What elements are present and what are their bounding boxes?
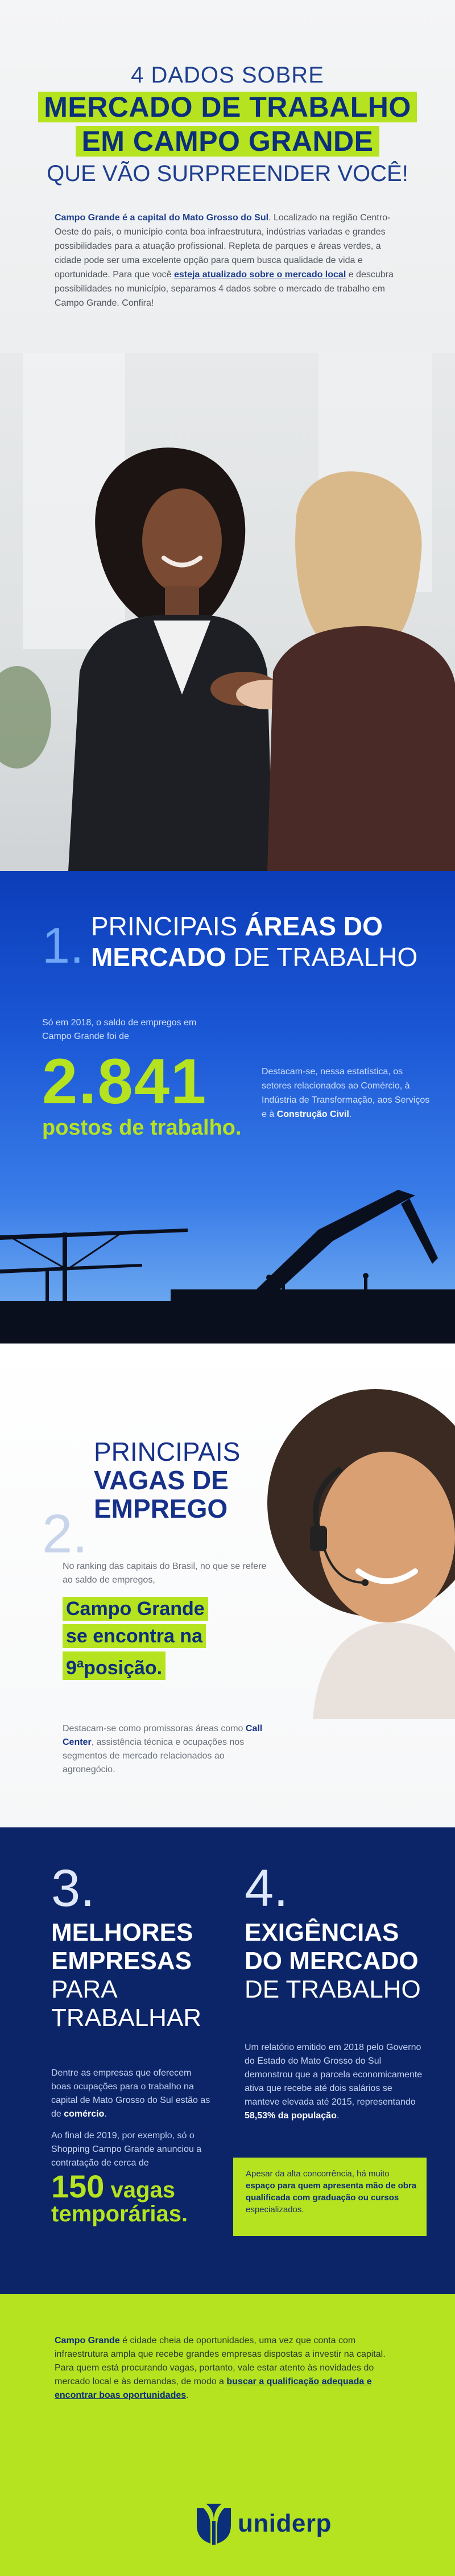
hero-title-line1: 4 DADOS SOBRE xyxy=(131,63,324,88)
section2-text-bold: Call Center xyxy=(63,1724,263,1747)
call-center-woman-photo xyxy=(245,1378,455,1719)
section2-hl-num: 9 xyxy=(66,1657,77,1679)
section3-title-a: MELHORES xyxy=(51,1918,193,1946)
hero-title-line4: QUE VÃO SURPREENDER VOCÊ! xyxy=(47,161,408,186)
hero-intro xyxy=(55,211,402,310)
section2-lead: No ranking das capitais do Brasil, no que se refere ao saldo de empregos, xyxy=(63,1562,267,1585)
footer-section xyxy=(0,2294,455,2576)
section2-hl-3 xyxy=(63,1651,166,1680)
section4-box-bold: espaço para quem apresenta mão de obra qualificada com graduação ou cursos xyxy=(246,2181,417,2203)
section-empresas-exigencias xyxy=(0,1827,455,2294)
section4-highlight-box xyxy=(233,2158,427,2236)
section1-big-number: 2.841 xyxy=(42,1046,208,1117)
intro-text-2: e descubra possibilidades no município, separamos 4 dados sobre o mercado de trabalho em Campo Grande. Confira! xyxy=(55,270,394,308)
section3-p1-end: . xyxy=(104,2109,107,2119)
section4-title-a: EXIGÊNCIAS xyxy=(245,1918,399,1946)
section1-side-a: Destacam-se, nessa estatística, os setores relacionados ao Comércio, à Indústria de Transformação, aos Serviços e à xyxy=(262,1067,430,1119)
section2-title-c: EMPREGO xyxy=(94,1494,228,1523)
footer-brand: uniderp xyxy=(238,2509,332,2537)
section1-side-bold: Construção Civil xyxy=(276,1110,349,1119)
section3-p1-bold: comércio xyxy=(64,2109,105,2119)
section4-box-text1: Apesar da alta concorrência, há muito xyxy=(246,2169,390,2179)
section2-hl-1: Campo Grande xyxy=(63,1597,208,1621)
section3-p1 xyxy=(51,2066,210,2121)
section3-big-a: vagas xyxy=(104,2178,175,2203)
section4-title-b: DO MERCADO xyxy=(245,1947,419,1975)
section-vagas-emprego xyxy=(0,1344,455,1827)
section4-title-c: DE TRABALHO xyxy=(245,1975,421,2003)
section4-p1-end: . xyxy=(336,2111,340,2121)
section3-p2: Ao final de 2019, por exemplo, só o Shopping Campo Grande anunciou a contratação de cerca de xyxy=(51,2131,202,2168)
footer-bold-1: Campo Grande xyxy=(55,2336,120,2345)
section3-p1-text: Dentre as empresas que oferecem boas ocupações para o trabalho na capital de Mato Grosso do Sul estão as de xyxy=(51,2068,210,2119)
section1-title-c: MERCADO xyxy=(91,942,226,972)
construction-skyline xyxy=(0,1178,455,1344)
section2-hl-end: posição. xyxy=(84,1657,163,1679)
section2-text-a: Destacam-se como promissoras áreas como xyxy=(63,1724,246,1733)
section2-title-b: VAGAS DE xyxy=(94,1465,229,1495)
section2-title xyxy=(94,1437,240,1523)
footer-text-1: é cidade cheia de oportunidades, uma vez que conta com infraestrutura ampla que recebe grandes empresas dispostas a investir na capital. Para quem está procurando vagas, portanto, vale estar atento às novidades do mercado local e às demandas, de modo a xyxy=(55,2336,386,2386)
section3-number: 3. xyxy=(51,1859,95,1917)
section1-title xyxy=(91,911,417,972)
section2-number: 2. xyxy=(42,1503,88,1564)
hero-title-line3: EM CAMPO GRANDE xyxy=(76,126,379,157)
section3-title-d: TRABALHAR xyxy=(51,2004,202,2032)
intro-bold-2: esteja atualizado sobre o mercado local xyxy=(173,270,346,280)
section1-lead: Só em 2018, o saldo de empregos em Campo Grande foi de xyxy=(42,1018,197,1041)
section1-title-b: ÁREAS DO xyxy=(245,911,383,941)
hero-photo xyxy=(0,353,455,871)
intro-text-1: . Localizado na região Centro-Oeste do país, o município conta boa infraestrutura, indústrias variadas e grandes possibilidades para a atuação profissional. Repleta de parques e áreas verdes, a cidade pode ser uma excelente opção para quem busca qualidade de vida e oportunidade. Para que você xyxy=(55,213,391,280)
section3-title-c: PARA xyxy=(51,1975,118,2003)
section1-title-a: PRINCIPAIS xyxy=(91,911,245,941)
section2-hl-sup: a xyxy=(76,1656,84,1670)
section4-box-text2: especializados. xyxy=(246,2205,304,2215)
section2-title-a: PRINCIPAIS xyxy=(94,1437,241,1466)
section4-title xyxy=(245,1918,421,2004)
section2-text xyxy=(63,1722,279,1777)
footer-text-2: . xyxy=(186,2390,189,2400)
section2-hl-2: se encontra na xyxy=(63,1624,206,1648)
section3-title xyxy=(51,1918,201,2032)
hero-title xyxy=(0,63,455,187)
intro-bold-1: Campo Grande é a capital do Mato Grosso do Sul xyxy=(55,213,269,223)
hero-title-line2: MERCADO DE TRABALHO xyxy=(38,92,417,122)
section1-side-end: . xyxy=(349,1110,352,1119)
footer-text xyxy=(55,2334,402,2402)
section1-side-text xyxy=(262,1065,432,1121)
section-areas-mercado xyxy=(0,871,455,1344)
section4-p1-text: Um relatório emitido em 2018 pelo Governo do Estado do Mato Grosso do Sul demonstrou que a parcela economicamente ativa que recebe até dois salários se manteve elevada até 2015, representando xyxy=(245,2043,423,2107)
hero-section xyxy=(0,0,455,871)
section4-p1-bold: 58,53% da população xyxy=(245,2111,337,2121)
section3-big xyxy=(51,2168,188,2226)
section3-big-num: 150 xyxy=(51,2168,105,2204)
section3-big-b: temporárias. xyxy=(51,2201,188,2226)
section1-title-d: DE TRABALHO xyxy=(226,942,418,972)
section2-text-b: , assistência técnica e ocupações nos segmentos de mercado relacionados ao agronegócio. xyxy=(63,1737,245,1774)
section4-number: 4. xyxy=(245,1859,288,1917)
footer-bold-2: buscar a qualificação adequada e encontrar boas oportunidades xyxy=(55,2377,372,2400)
section2-highlight xyxy=(63,1597,208,1683)
section1-big-sub: postos de trabalho. xyxy=(42,1116,242,1140)
hero-photo-illustration xyxy=(0,353,455,871)
section4-p1 xyxy=(245,2041,427,2123)
section3-title-b: EMPRESAS xyxy=(51,1947,192,1975)
uniderp-logo-icon xyxy=(0,2499,455,2550)
section1-number: 1. xyxy=(42,917,84,973)
